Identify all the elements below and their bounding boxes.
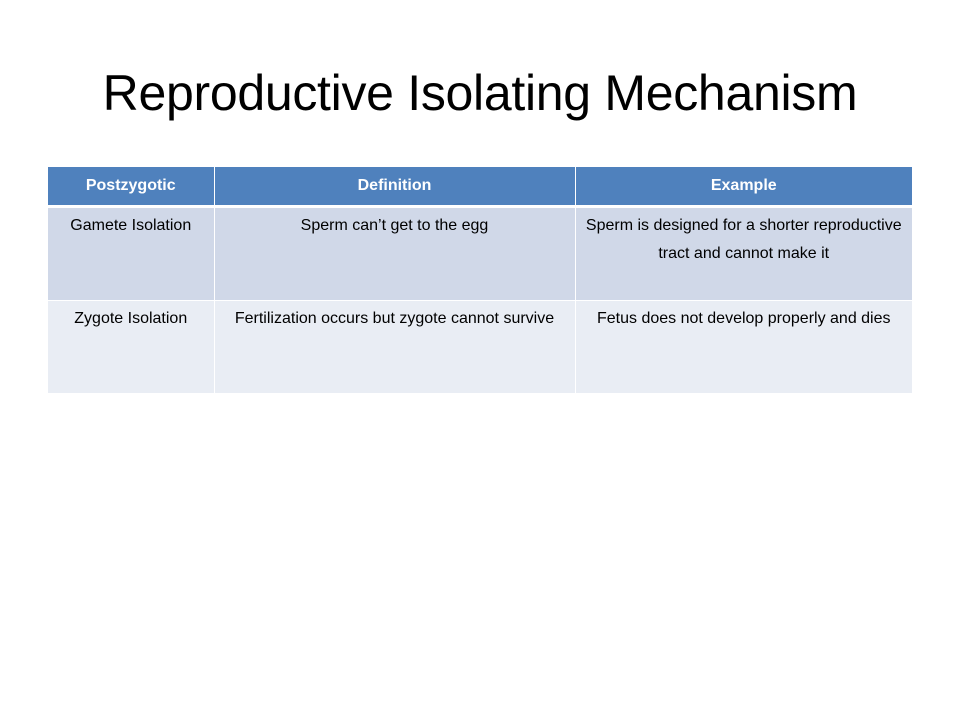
header-example: Example — [575, 167, 912, 207]
table-row — [48, 301, 912, 394]
table-row — [48, 207, 912, 301]
isolation-table — [48, 167, 912, 394]
cell-example: Fetus does not develop properly and dies — [575, 301, 912, 394]
isolation-table-container — [48, 167, 912, 394]
slide-title: Reproductive Isolating Mechanism — [102, 65, 858, 121]
table-header-row — [48, 167, 912, 207]
header-definition: Definition — [214, 167, 575, 207]
cell-mechanism: Gamete Isolation — [48, 207, 214, 301]
header-postzygotic: Postzygotic — [48, 167, 214, 207]
cell-example: Sperm is designed for a shorter reproductive tract and cannot make it — [575, 207, 912, 301]
cell-mechanism: Zygote Isolation — [48, 301, 214, 394]
cell-definition: Fertilization occurs but zygote cannot survive — [214, 301, 575, 394]
cell-definition: Sperm can’t get to the egg — [214, 207, 575, 301]
